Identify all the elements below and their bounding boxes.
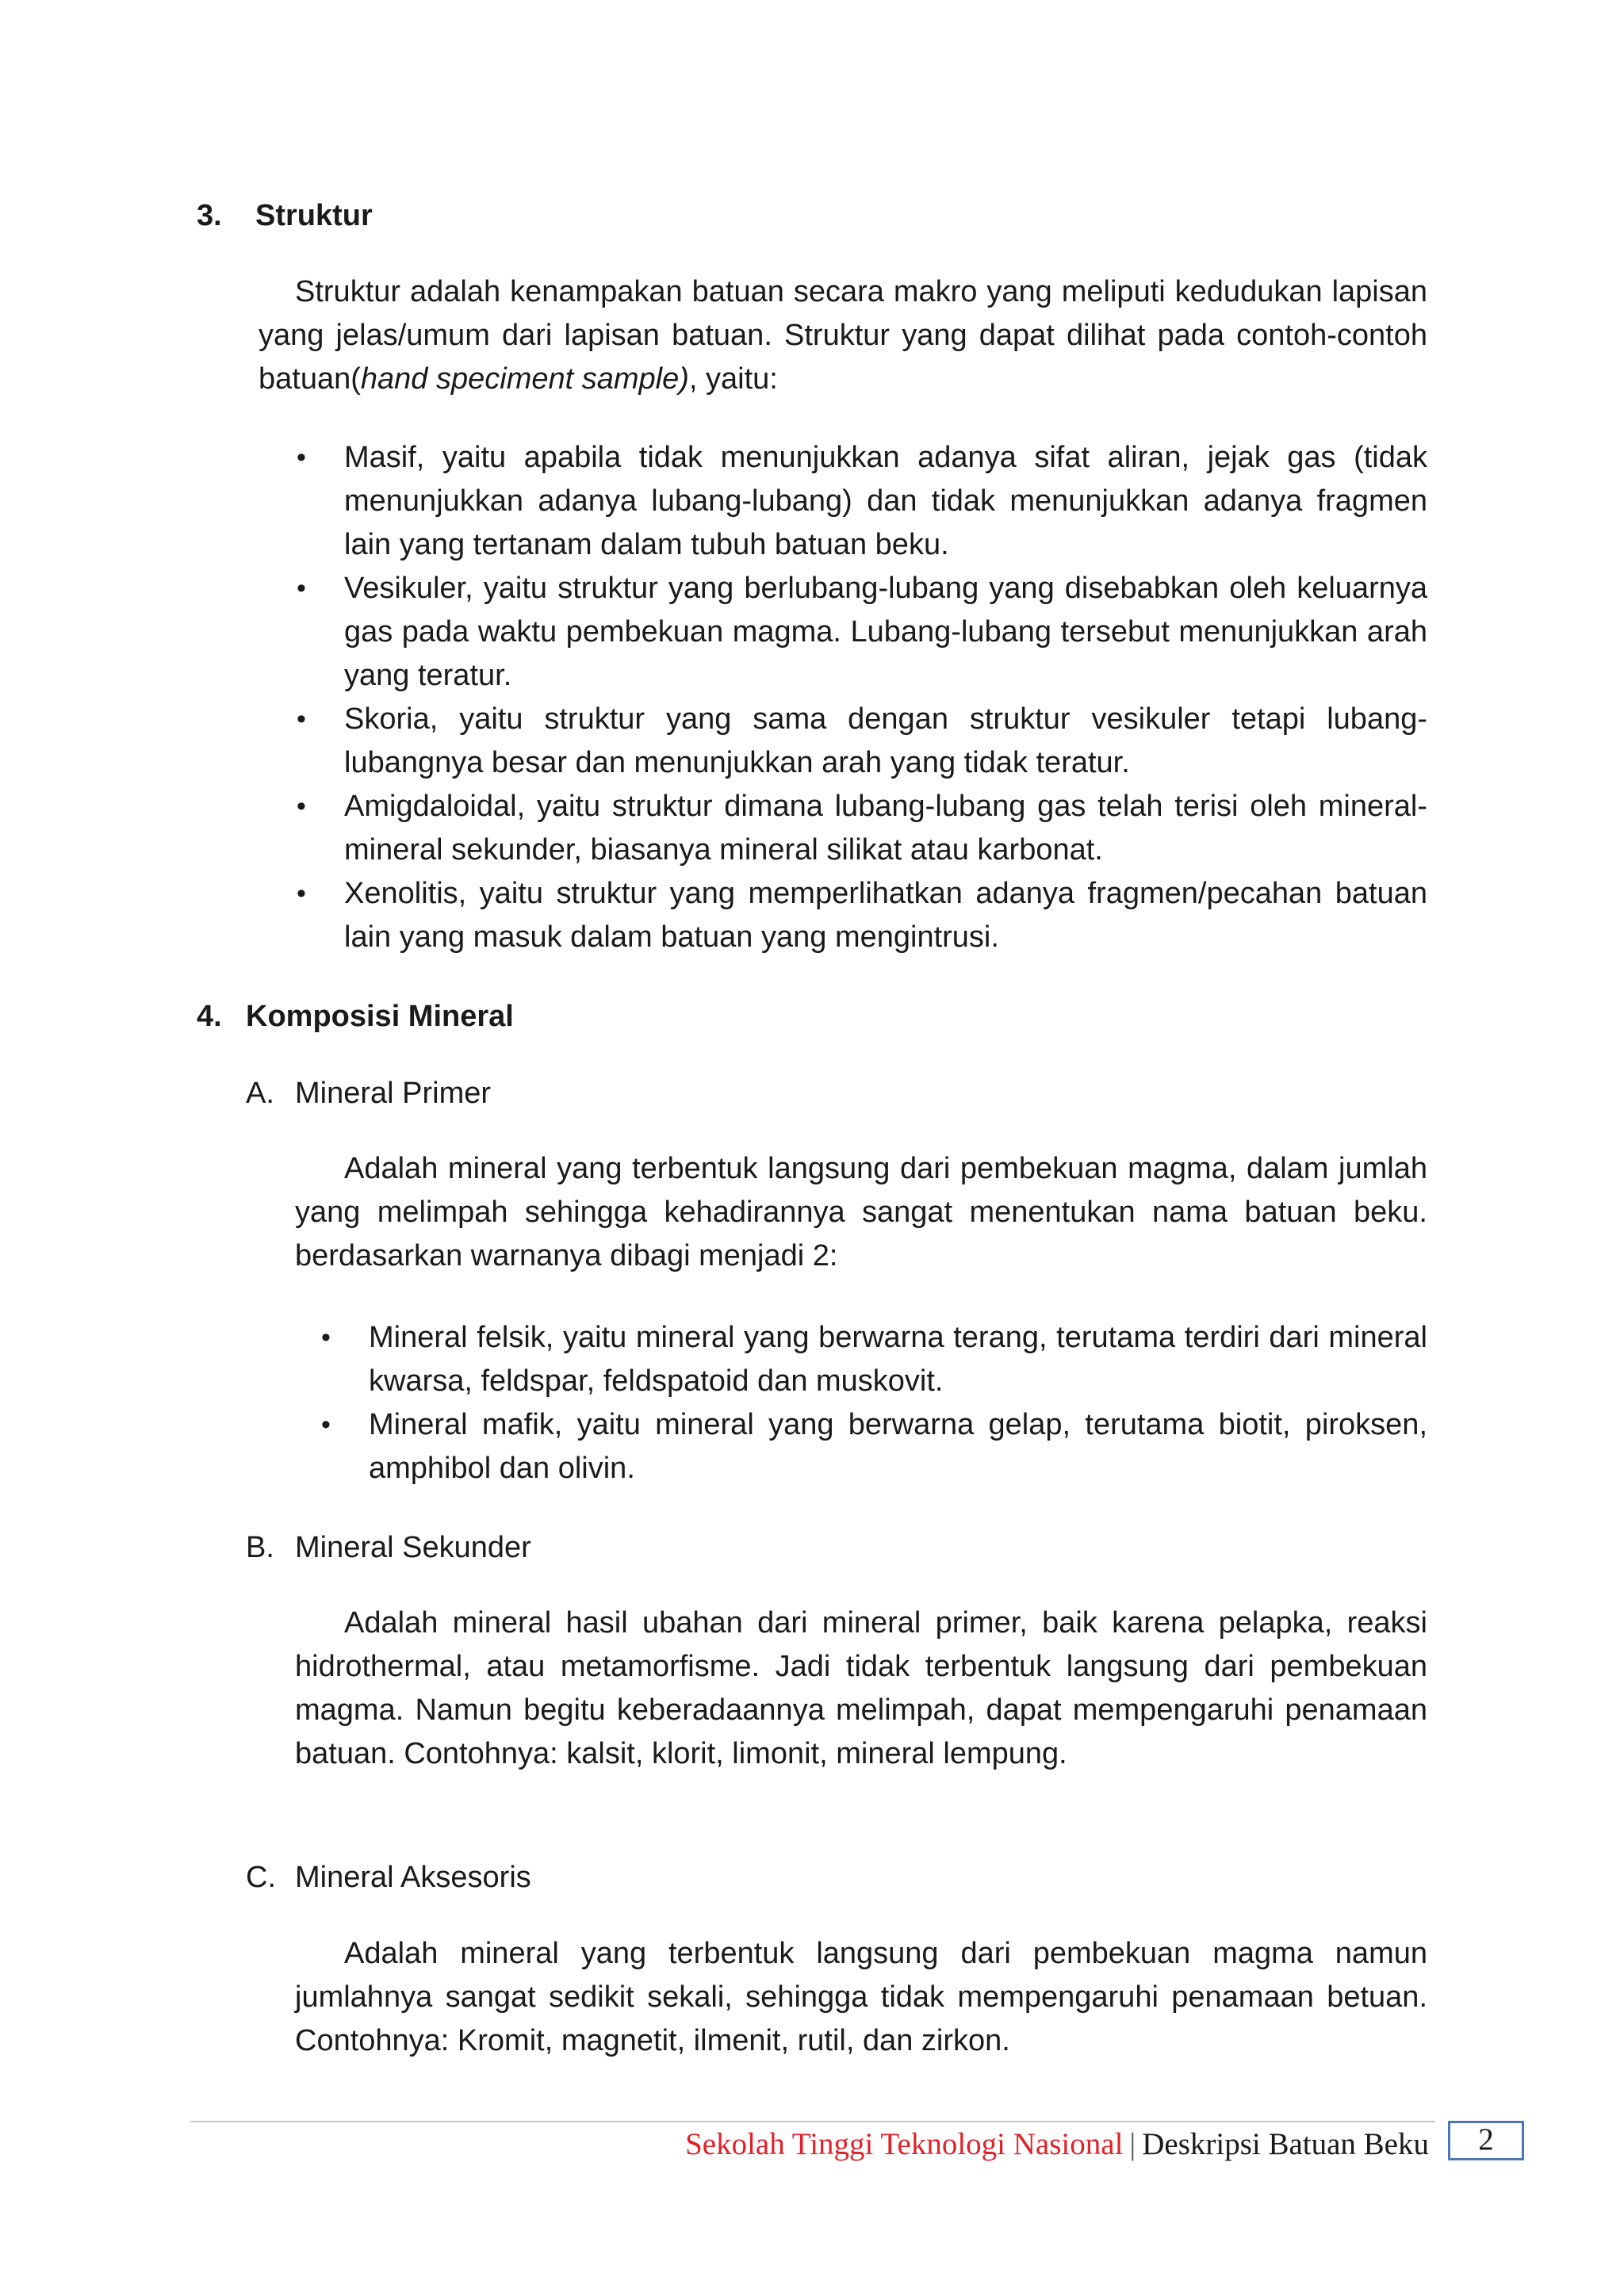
section-3-heading: [197, 197, 373, 234]
footer-separator: |: [1129, 2127, 1136, 2161]
subsection-c-letter: C.: [246, 1861, 276, 1894]
subsection-b-letter: B.: [246, 1531, 274, 1564]
bullet-icon: •: [321, 1410, 331, 1440]
footer-school: Sekolah Tinggi Teknologi Nasional: [685, 2127, 1124, 2161]
subsection-c-heading: [246, 1859, 531, 1896]
structure-list: [297, 436, 1427, 959]
footer-divider: [190, 2121, 1435, 2122]
bullet-icon: •: [297, 573, 306, 603]
bullet-icon: •: [297, 878, 306, 909]
subsection-b-title: Mineral Sekunder: [295, 1531, 531, 1564]
subsection-b-heading: [246, 1529, 531, 1566]
subsection-c-title: Mineral Aksesoris: [295, 1861, 531, 1894]
section-3-number: 3.: [197, 199, 222, 232]
list-item: • Mineral mafik, yaitu mineral yang berwarna gelap, terutama biotit, piroksen, amphibol dan olivin.: [369, 1403, 1427, 1490]
list-item: • Vesikuler, yaitu struktur yang berlubang-lubang yang disebabkan oleh keluarnya gas pada waktu pembekuan magma. Lubang-lubang tersebut menunjukkan arah yang teratur.: [344, 567, 1427, 698]
footer-doc-title: Deskripsi Batuan Beku: [1142, 2127, 1429, 2161]
bullet-icon: •: [297, 704, 306, 734]
list-item: • Masif, yaitu apabila tidak menunjukkan adanya sifat aliran, jejak gas (tidak menunjukkan adanya lubang-lubang) dan tidak menunjukkan adanya fragmen lain yang tertanam dalam tubuh batuan beku.: [344, 436, 1427, 567]
list-item: • Skoria, yaitu struktur yang sama dengan struktur vesikuler tetapi lubang-lubangnya besar dan menunjukkan arah yang tidak teratur.: [344, 698, 1427, 785]
subsection-b-text: Adalah mineral hasil ubahan dari mineral primer, baik karena pelapka, reaksi hidrothermal, atau metamorfisme. Jadi tidak terbentuk langsung dari pembekuan magma. Namun begitu keberadaannya melimpah, dapat mempengaruhi penamaan batuan. Contohnya: kalsit, klorit, limonit, mineral lempung.: [295, 1606, 1427, 1770]
subsection-a-text: Adalah mineral yang terbentuk langsung dari pembekuan magma, dalam jumlah yang melimpah sehingga kehadirannya sangat menentukan nama batuan beku. berdasarkan warnanya dibagi menjadi 2:: [295, 1152, 1427, 1272]
list-item: • Amigdaloidal, yaitu struktur dimana lubang-lubang gas telah terisi oleh mineral-mineral sekunder, biasanya mineral silikat atau karbonat.: [344, 785, 1427, 872]
bullet-icon: •: [321, 1322, 331, 1353]
intro-text: Struktur adalah kenampakan batuan secara makro yang meliputi kedudukan lapisan yang jelas/umum dari lapisan batuan. Struktur yang dapat dilihat pada contoh-contoh batuan(: [259, 275, 1427, 396]
section-4-heading: [197, 998, 514, 1035]
section-4-title: Komposisi Mineral: [246, 1000, 514, 1033]
subsection-c-text: Adalah mineral yang terbentuk langsung dari pembekuan magma namun jumlahnya sangat sedikit sekali, sehingga tidak mempengaruhi penamaan betuan. Contohnya: Kromit, magnetit, ilmenit, rutil, dan zirkon.: [295, 1937, 1427, 2057]
intro-text-end: , yaitu:: [688, 362, 778, 396]
section-3-title: Struktur: [255, 199, 373, 232]
section-4-number: 4.: [197, 1000, 222, 1033]
subsection-a-letter: A.: [246, 1077, 274, 1110]
bullet-icon: •: [297, 442, 306, 473]
bullet-icon: •: [297, 791, 306, 821]
page-number: 2: [1478, 2122, 1494, 2156]
list-item: • Mineral felsik, yaitu mineral yang berwarna terang, terutama terdiri dari mineral kwarsa, feldspar, feldspatoid dan muskovit.: [369, 1316, 1427, 1403]
list-item: • Xenolitis, yaitu struktur yang memperlihatkan adanya fragmen/pecahan batuan lain yang masuk dalam batuan yang mengintrusi.: [344, 872, 1427, 959]
subsection-a-heading: [246, 1075, 491, 1112]
page-number-box: [1448, 2121, 1524, 2160]
intro-italic-text: hand speciment sample): [360, 362, 689, 396]
section-3-intro: [259, 270, 1427, 401]
subsection-a-title: Mineral Primer: [295, 1077, 492, 1110]
page-footer: [685, 2125, 1429, 2164]
mineral-primer-list: [321, 1316, 1427, 1490]
